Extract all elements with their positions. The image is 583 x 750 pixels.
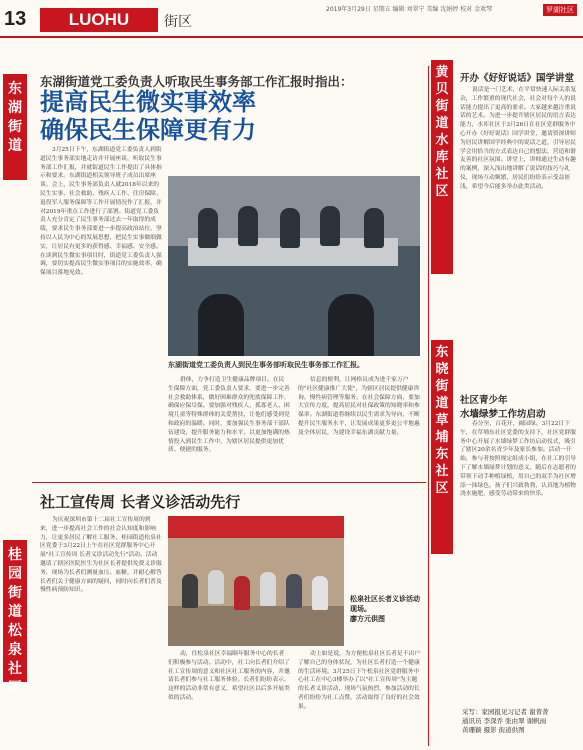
issue-info: 2019年3月29日 星期五 编辑 刘翠宁 美编 沈娟婷 校对 金欢琴 (326, 6, 493, 13)
article-1-col-3: 信息的便利，让网格员成为进千家万户的"社区健康推广大使"，为辖区居民提供健康咨询、慢性病管理等服务。在社会保障方面，要加大宣传力度，提高居民对社保政策的知晓率和参保率。东湖街道将继续以民生需求为导向，不断提升民生服务水平，让发展成果更多更公平地惠及全体居民，为建设幸福东湖贡献力量。 (298, 377, 420, 436)
section-name: 街区 (164, 14, 192, 30)
brand-logo: LUOHU (40, 8, 158, 32)
section-badge: 罗湖社区 (543, 4, 577, 16)
credits: 采写：家园报见习记者 谢菁菁 通讯员 李深乔 张由翠 谢帆雨 黄珊颖 摄影 街道供图 (462, 708, 549, 734)
page-number: 13 (4, 8, 27, 30)
left-label-bottom: 桂园街道松泉社区 (3, 540, 27, 682)
right-article-2-title-line-1: 社区青少年 (460, 395, 508, 406)
right-label-top: 黄贝街道水库社区 (431, 60, 453, 274)
headline-line-1: 提高民生微实事效率 (40, 88, 256, 116)
headline-line-2: 确保民生保障更有力 (40, 116, 256, 144)
article-2-col-1: 为庆祝深圳市第十二届社工宣传周的到来，进一步提高社会工作的社会认知度和影响力，让更多居民了解社工服务，桂园街道松泉社区党委于3月22日上午在社区党群服务中心开展"社工宣传周 长者义诊活动先行"活动。活动邀请了辖区医院医生为社区长者提供免费义诊服务，现场为长者们测量血压、血糖，并耐心解答长者们关于健康方面的疑问，同时向长者们普及慢性病预防知识。 (40, 517, 162, 594)
article-2-photo (168, 516, 344, 646)
right-article-2-title (460, 392, 546, 420)
article-2-col-2: 动，住松泉社区幸福颐年服务中心的长者们积极参与活动。活动中，社工向长者们介绍了社工宣传周的意义和社区社工服务的内容，并邀请长者们参与社工服务体验。长者们纷纷表示，这样的活动非常有意义，希望社区以后多开展类似的活动。 (168, 651, 290, 701)
right-label-bottom: 东晓街道草埔东社区 (431, 340, 453, 554)
article-2-photo-caption: 松泉社区长者义诊活动现场。 廖方元供图 (350, 595, 420, 623)
right-article-1-title: 开办《好好说话》国学讲堂 (460, 73, 575, 84)
right-article-1-text: 说话是一门艺术，在平常快速人际关系复杂，工作繁重的现代社会，社会对每个人的说话能力提出了更高的要求。大家越来越注重说话的艺术。为进一步提升辖区居民的语言表达能力，水库社区于3月26日在社区党群服务中心开办《好好说话》国学讲堂，邀请资深讲师为居民讲解国学经典中的说话之道，引导居民学会用恰当的方式表达自己的想法，营造和谐友善的社区氛围。讲堂上，讲师通过生动有趣的案例，深入浅出地讲解了说话的技巧与礼仪，现场互动频繁，居民们纷纷表示受益匪浅，希望今后能多举办此类活动。 (460, 87, 577, 190)
article-2-col-3: 动上如是说，为方便松泉社区长者足不出户了解自己的身体状况，为社区长者打造一个健康的生活环境。3月25日下午松泉社区党群服务中心社工在中心3楼举办了以"社工宣传周"为主题的长者义诊活动，现场气氛热烈，参加活动的长者们纷纷为社工点赞，活动取得了良好的社会效果。 (298, 651, 421, 710)
right-article-2-title-line-2: 水墙绿梦工作坊启动 (460, 409, 546, 420)
article-divider (32, 482, 426, 483)
article-1-col-1: 3月25日下午，东湖街道党工委负责人到街道民生事务部实地走访并开展座谈，听取民生事务部工作汇报，并就街道民生工作提出了具体指示和要求。东湖街道相关领导班子成员出席座谈。会上，民生事务部负责人就2018年以来的民生实事、社会救助、残疾人工作、住房保障、退役军人服务保障等工作开展情况作了汇报，并对2019年重点工作进行了部署。街道党工委负责人充分肯定了民生事务部过去一年取得的成绩，要求民生事务部要进一步提高政治站位，坚持以人民为中心的发展思想，把民生实事做细做实，让居民有更多的获得感、幸福感、安全感。在谈到民生微实事项目时，街道党工委负责人强调，要切实提高民生微实事项目的实施效率，确保项目落地见效。 (40, 147, 162, 277)
column-rule (428, 66, 429, 746)
article-1-kicker: 东湖街道党工委负责人听取民生事务部工作汇报时指出： (40, 74, 353, 89)
article-1-photo (168, 176, 420, 356)
article-1-headline (40, 88, 420, 144)
header-rule (0, 36, 583, 38)
article-1-photo-caption: 东湖街道党工委负责人到民生事务部听取民生事务部工作汇报。 (168, 361, 364, 369)
article-2-headline: 社工宣传周 长者义诊活动先行 (40, 493, 241, 511)
left-label-top: 东湖街道 (3, 74, 27, 180)
page-header (0, 0, 583, 38)
article-1-col-2: 群体，力争打造卫生健康品牌项目。在民生保障方面，党工委负责人要求，要进一步完善社会救助体系，做好困难群众的兜底保障工作，确保应保尽保。要加强对残疾人、孤寡老人、困境儿童等特殊群体的关爱帮扶，让他们感受到党和政府的温暖。同时，要加强民生事务部干部队伍建设，提升服务能力和水平，以更加饱满的热情投入到民生工作中，为辖区居民提供更加优质、便捷的服务。 (168, 377, 290, 454)
right-article-2-text: 春分至，百花开，阔园绿。3月22日下午，在草埔东社区党委的支持下，社区党群服务中心开展了水墙绿梦工作坊启动仪式，吸引了辖区20余名青少年及家长参加。活动一开始，参与者按照规定组成小组，在社工的引导下了解水墙绿梦计划的意义，随后在志愿者的带领下动手种植绿植，用自己的双手为社区增添一抹绿色。孩子们兴致勃勃，认真地为植物浇水施肥，感受劳动带来的快乐。 (460, 421, 576, 498)
